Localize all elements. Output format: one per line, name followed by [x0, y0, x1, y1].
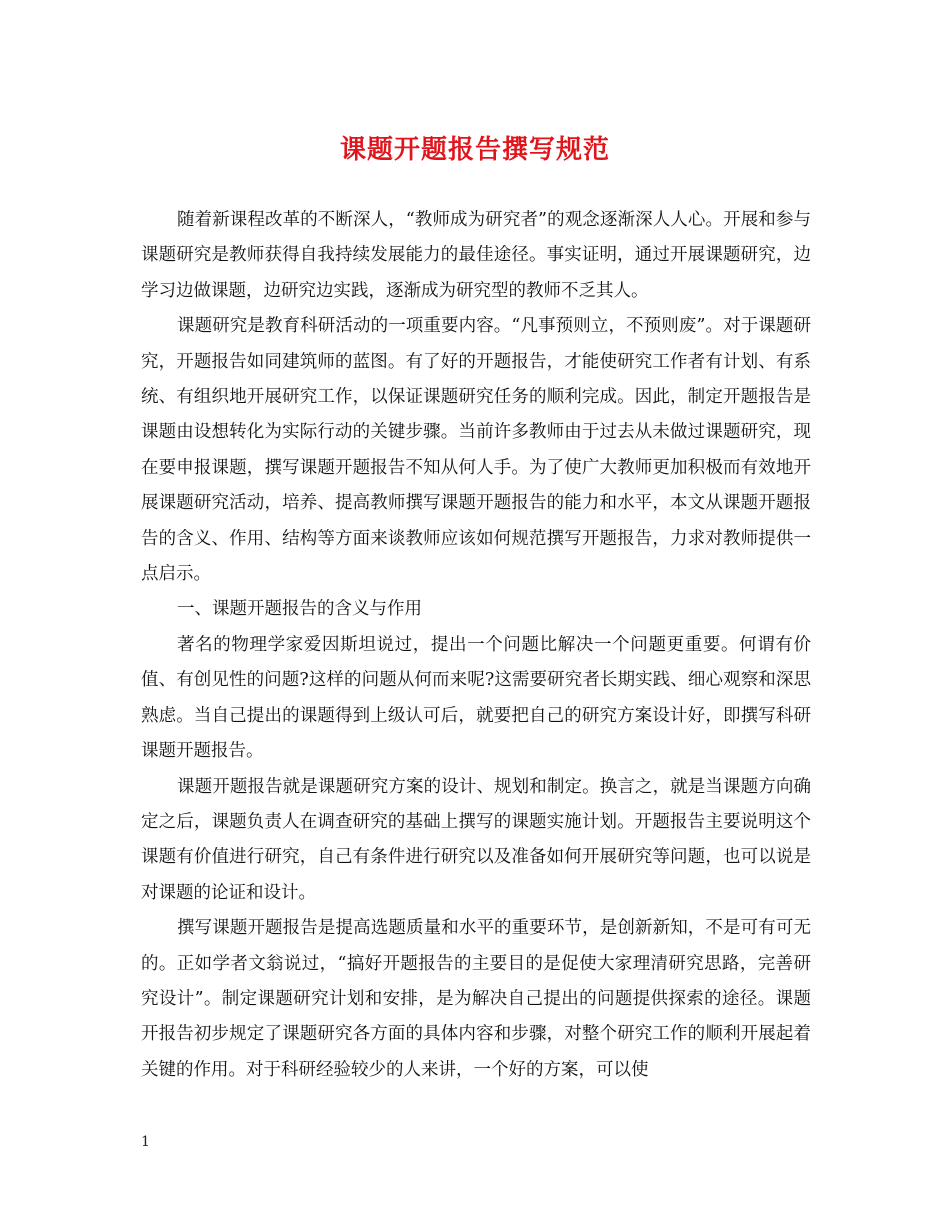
paragraph-definition: 课题开题报告就是课题研究方案的设计、规划和制定。换言之，就是当课题方向确定之后，课题负责人在调查研究的基础上撰写的课题实施计划。开题报告主要说明这个课题有价值进行研究，自己有条件进行研究以及准备如何开展研究等问题，也可以说是对课题的论证和设计。	[141, 776, 811, 903]
page-number: 1	[141, 1134, 150, 1150]
document-title: 课题开题报告撰写规范	[339, 135, 610, 165]
paragraph-significance: 撰写课题开题报告是提高选题质量和水平的重要环节，是创新新知，不是可有可无的。正如学者文翁说过，“搞好开题报告的主要目的是促使大家理清研究思路，完善研究设计”。制定课题研究计划和安排，是为解决自己提出的问题提供探索的途径。课题开报告初步规定了课题研究各方面的具体内容和步骤，对整个研究工作的顺利开展起着关键的作用。对于科研经验较少的人来讲，一个好的方案，可以使	[141, 918, 811, 1080]
paragraph-einstein: 著名的物理学家爱因斯坦说过，提出一个问题比解决一个问题更重要。何谓有价值、有创见性的问题?这样的问题从何而来呢?这需要研究者长期实践、细心观察和深思熟虑。当自己提出的课题得到上级认可后，就要把自己的研究方案设计好，即撰写科研课题开题报告。	[141, 634, 811, 762]
section-heading-1: 一、课题开题报告的含义与作用	[177, 599, 422, 620]
paragraph-importance: 课题研究是教育科研活动的一项重要内容。“凡事预则立，不预则废”。对于课题研究，开题报告如同建筑师的蓝图。有了好的开题报告，才能使研究工作者有计划、有系统、有组织地开展研究工作，以保证课题研究任务的顺利完成。因此，制定开题报告是课题由设想转化为实际行动的关键步骤。当前许多教师由于过去从未做过课题研究，现在要申报课题，撰写课题开题报告不知从何人手。为了使广大教师更加积极而有效地开展课题研究活动，培养、提高教师撰写课题开题报告的能力和水平，本文从课题开题报告的含义、作用、结构等方面来谈教师应该如何规范撰写开题报告，力求对教师提供一点启示。	[141, 316, 811, 585]
document-body	[141, 203, 811, 1088]
paragraph-intro: 随着新课程改革的不断深人，“教师成为研究者”的观念逐渐深人人心。开展和参与课题研究是教师获得自我持续发展能力的最佳途径。事实证明，通过开展课题研究，边学习边做课题，边研究边实践，逐渐成为研究型的教师不乏其人。	[141, 210, 811, 301]
